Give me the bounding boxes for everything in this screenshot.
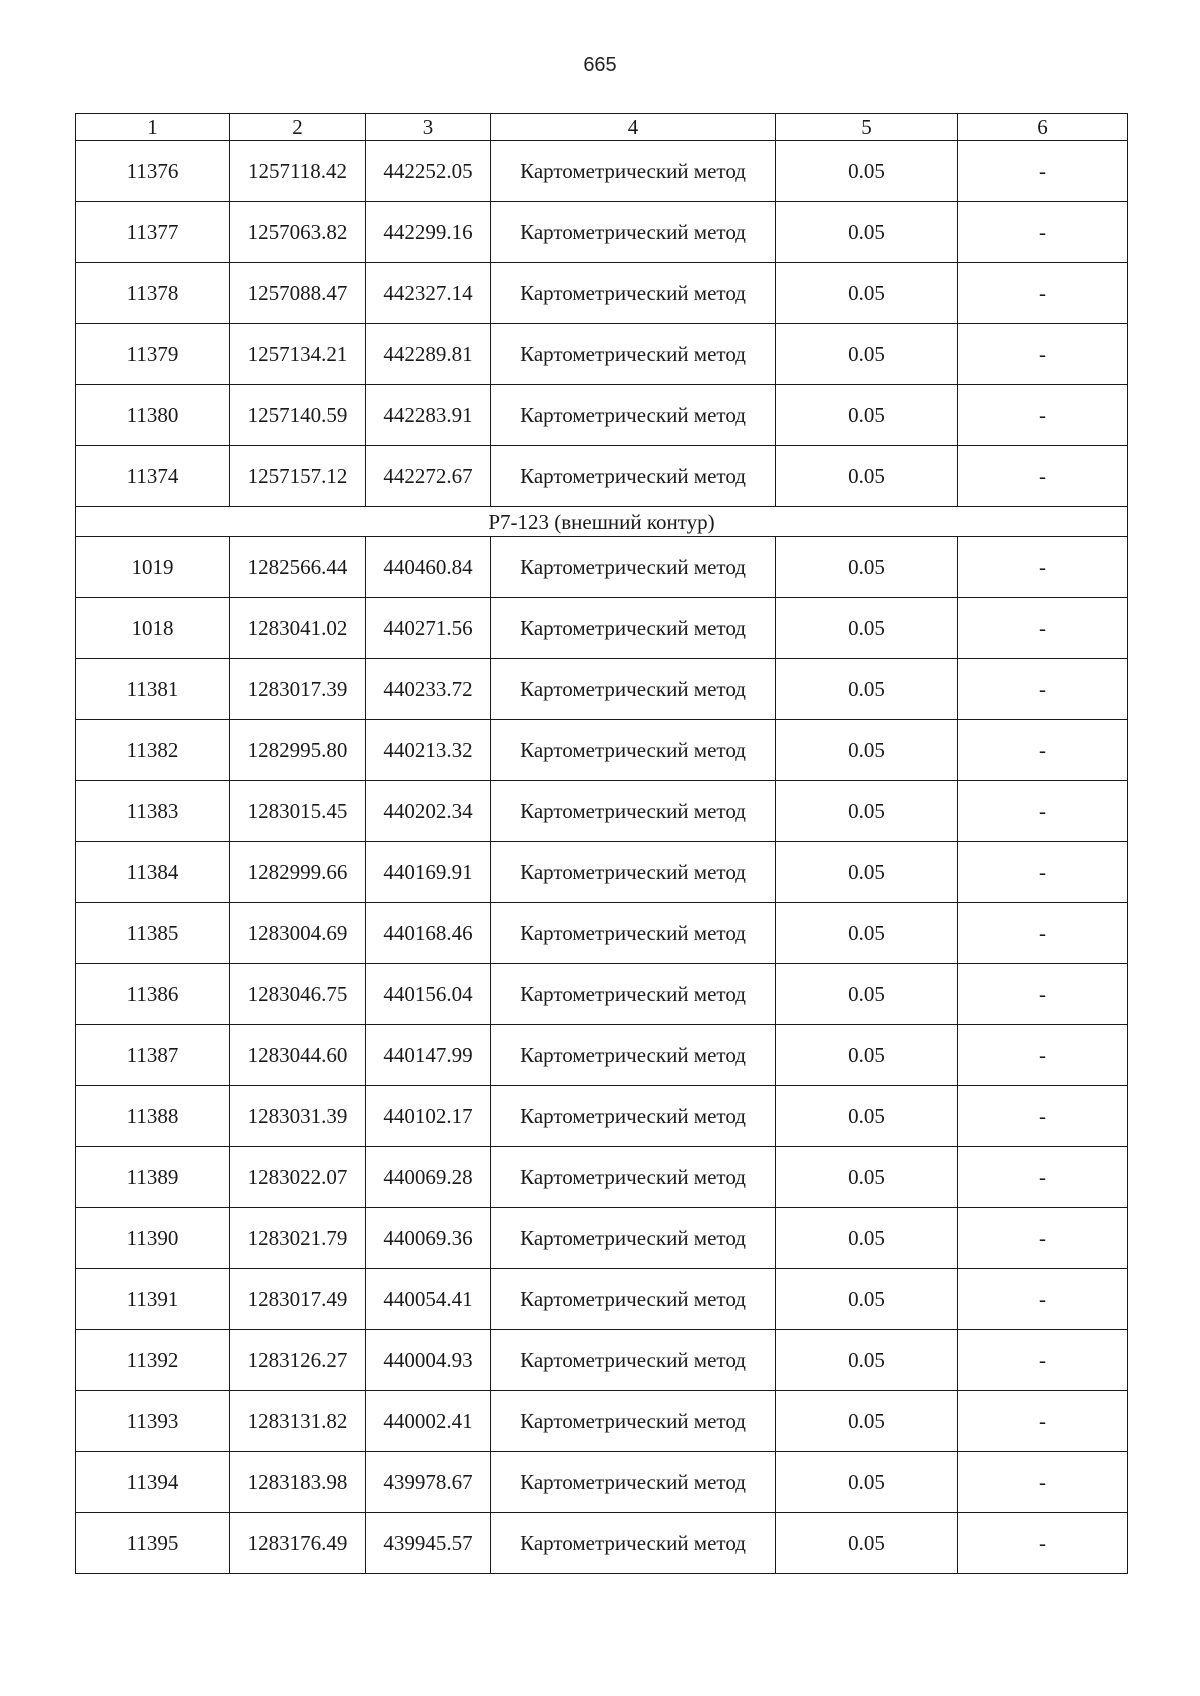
cell-point: 11389 xyxy=(76,1147,230,1208)
cell-accuracy: 0.05 xyxy=(776,598,958,659)
table-row xyxy=(76,1391,1128,1452)
cell-point: 11377 xyxy=(76,202,230,263)
header-cell-point: 1 xyxy=(76,114,230,141)
cell-x: 1283131.82 xyxy=(230,1391,366,1452)
cell-point: 1019 xyxy=(76,537,230,598)
cell-y: 439945.57 xyxy=(366,1513,491,1574)
cell-y: 440169.91 xyxy=(366,842,491,903)
cell-method: Картометрический метод xyxy=(491,1208,776,1269)
cell-point: 11381 xyxy=(76,659,230,720)
cell-x: 1283126.27 xyxy=(230,1330,366,1391)
cell-method: Картометрический метод xyxy=(491,903,776,964)
table-row xyxy=(76,1086,1128,1147)
cell-point: 1018 xyxy=(76,598,230,659)
cell-y: 442327.14 xyxy=(366,263,491,324)
cell-description: - xyxy=(958,1025,1128,1086)
cell-method: Картометрический метод xyxy=(491,1147,776,1208)
cell-accuracy: 0.05 xyxy=(776,537,958,598)
cell-accuracy: 0.05 xyxy=(776,385,958,446)
cell-x: 1283046.75 xyxy=(230,964,366,1025)
cell-x: 1257140.59 xyxy=(230,385,366,446)
cell-point: 11384 xyxy=(76,842,230,903)
cell-x: 1257063.82 xyxy=(230,202,366,263)
cell-accuracy: 0.05 xyxy=(776,903,958,964)
cell-x: 1283022.07 xyxy=(230,1147,366,1208)
cell-accuracy: 0.05 xyxy=(776,1269,958,1330)
cell-description: - xyxy=(958,1086,1128,1147)
page-number: 665 xyxy=(583,54,617,76)
cell-y: 440213.32 xyxy=(366,720,491,781)
table-row xyxy=(76,1452,1128,1513)
cell-x: 1283017.49 xyxy=(230,1269,366,1330)
table-row xyxy=(76,659,1128,720)
cell-accuracy: 0.05 xyxy=(776,1208,958,1269)
cell-accuracy: 0.05 xyxy=(776,1025,958,1086)
cell-description: - xyxy=(958,446,1128,507)
cell-accuracy: 0.05 xyxy=(776,842,958,903)
cell-point: 11395 xyxy=(76,1513,230,1574)
cell-method: Картометрический метод xyxy=(491,141,776,202)
cell-accuracy: 0.05 xyxy=(776,1086,958,1147)
cell-method: Картометрический метод xyxy=(491,964,776,1025)
cell-accuracy: 0.05 xyxy=(776,1513,958,1574)
cell-accuracy: 0.05 xyxy=(776,1391,958,1452)
cell-x: 1282566.44 xyxy=(230,537,366,598)
cell-point: 11386 xyxy=(76,964,230,1025)
table-row xyxy=(76,1208,1128,1269)
cell-description: - xyxy=(958,1452,1128,1513)
cell-x: 1282999.66 xyxy=(230,842,366,903)
cell-point: 11394 xyxy=(76,1452,230,1513)
cell-y: 442252.05 xyxy=(366,141,491,202)
header-row xyxy=(76,114,1128,141)
cell-y: 440102.17 xyxy=(366,1086,491,1147)
coordinates-table xyxy=(75,113,1128,1574)
table-row xyxy=(76,903,1128,964)
cell-y: 440460.84 xyxy=(366,537,491,598)
cell-x: 1283041.02 xyxy=(230,598,366,659)
cell-point: 11393 xyxy=(76,1391,230,1452)
cell-method: Картометрический метод xyxy=(491,1452,776,1513)
table-body xyxy=(76,114,1128,1574)
cell-accuracy: 0.05 xyxy=(776,202,958,263)
cell-point: 11387 xyxy=(76,1025,230,1086)
cell-point: 11388 xyxy=(76,1086,230,1147)
cell-x: 1257157.12 xyxy=(230,446,366,507)
table-row xyxy=(76,1147,1128,1208)
cell-x: 1257118.42 xyxy=(230,141,366,202)
cell-y: 440069.36 xyxy=(366,1208,491,1269)
cell-description: - xyxy=(958,1269,1128,1330)
cell-method: Картометрический метод xyxy=(491,1269,776,1330)
table-row xyxy=(76,598,1128,659)
section-title: Р7-123 (внешний контур) xyxy=(76,507,1128,537)
cell-description: - xyxy=(958,964,1128,1025)
cell-x: 1257134.21 xyxy=(230,324,366,385)
cell-point: 11378 xyxy=(76,263,230,324)
cell-point: 11376 xyxy=(76,141,230,202)
cell-y: 440202.34 xyxy=(366,781,491,842)
cell-point: 11382 xyxy=(76,720,230,781)
header-cell-x: 2 xyxy=(230,114,366,141)
table-row xyxy=(76,964,1128,1025)
header-cell-y: 3 xyxy=(366,114,491,141)
cell-y: 440069.28 xyxy=(366,1147,491,1208)
cell-method: Картометрический метод xyxy=(491,1330,776,1391)
cell-method: Картометрический метод xyxy=(491,659,776,720)
cell-description: - xyxy=(958,903,1128,964)
cell-x: 1283021.79 xyxy=(230,1208,366,1269)
cell-y: 442299.16 xyxy=(366,202,491,263)
cell-description: - xyxy=(958,842,1128,903)
cell-y: 442283.91 xyxy=(366,385,491,446)
cell-method: Картометрический метод xyxy=(491,720,776,781)
cell-accuracy: 0.05 xyxy=(776,1452,958,1513)
cell-method: Картометрический метод xyxy=(491,263,776,324)
cell-y: 440156.04 xyxy=(366,964,491,1025)
cell-point: 11383 xyxy=(76,781,230,842)
table-row xyxy=(76,1513,1128,1574)
cell-x: 1283044.60 xyxy=(230,1025,366,1086)
cell-y: 440271.56 xyxy=(366,598,491,659)
cell-method: Картометрический метод xyxy=(491,202,776,263)
header-cell-method: 4 xyxy=(491,114,776,141)
header-cell-description: 6 xyxy=(958,114,1128,141)
table-row xyxy=(76,385,1128,446)
cell-point: 11380 xyxy=(76,385,230,446)
table-row xyxy=(76,720,1128,781)
table-row xyxy=(76,324,1128,385)
cell-x: 1283017.39 xyxy=(230,659,366,720)
cell-x: 1282995.80 xyxy=(230,720,366,781)
section-row xyxy=(76,507,1128,537)
cell-point: 11379 xyxy=(76,324,230,385)
cell-point: 11385 xyxy=(76,903,230,964)
cell-method: Картометрический метод xyxy=(491,537,776,598)
cell-method: Картометрический метод xyxy=(491,324,776,385)
cell-x: 1283176.49 xyxy=(230,1513,366,1574)
cell-description: - xyxy=(958,385,1128,446)
cell-accuracy: 0.05 xyxy=(776,263,958,324)
cell-description: - xyxy=(958,537,1128,598)
cell-x: 1283015.45 xyxy=(230,781,366,842)
cell-accuracy: 0.05 xyxy=(776,324,958,385)
cell-method: Картометрический метод xyxy=(491,1391,776,1452)
cell-description: - xyxy=(958,598,1128,659)
cell-accuracy: 0.05 xyxy=(776,781,958,842)
cell-x: 1283031.39 xyxy=(230,1086,366,1147)
cell-point: 11374 xyxy=(76,446,230,507)
cell-x: 1283004.69 xyxy=(230,903,366,964)
cell-accuracy: 0.05 xyxy=(776,446,958,507)
table-row xyxy=(76,446,1128,507)
table-row xyxy=(76,842,1128,903)
cell-y: 440168.46 xyxy=(366,903,491,964)
table-row xyxy=(76,202,1128,263)
cell-point: 11390 xyxy=(76,1208,230,1269)
table-row xyxy=(76,1269,1128,1330)
table-row xyxy=(76,781,1128,842)
cell-description: - xyxy=(958,1147,1128,1208)
cell-method: Картометрический метод xyxy=(491,385,776,446)
cell-description: - xyxy=(958,1330,1128,1391)
cell-y: 439978.67 xyxy=(366,1452,491,1513)
cell-y: 440147.99 xyxy=(366,1025,491,1086)
cell-description: - xyxy=(958,141,1128,202)
cell-x: 1257088.47 xyxy=(230,263,366,324)
cell-method: Картометрический метод xyxy=(491,1025,776,1086)
cell-y: 440002.41 xyxy=(366,1391,491,1452)
cell-description: - xyxy=(958,1513,1128,1574)
cell-description: - xyxy=(958,324,1128,385)
cell-description: - xyxy=(958,720,1128,781)
table-row xyxy=(76,537,1128,598)
cell-description: - xyxy=(958,1208,1128,1269)
cell-accuracy: 0.05 xyxy=(776,1147,958,1208)
cell-y: 442272.67 xyxy=(366,446,491,507)
cell-description: - xyxy=(958,781,1128,842)
table-row xyxy=(76,141,1128,202)
header-cell-accuracy: 5 xyxy=(776,114,958,141)
cell-method: Картометрический метод xyxy=(491,781,776,842)
cell-description: - xyxy=(958,1391,1128,1452)
cell-method: Картометрический метод xyxy=(491,446,776,507)
cell-accuracy: 0.05 xyxy=(776,141,958,202)
table-row xyxy=(76,1330,1128,1391)
cell-description: - xyxy=(958,202,1128,263)
cell-y: 440233.72 xyxy=(366,659,491,720)
cell-method: Картометрический метод xyxy=(491,842,776,903)
cell-y: 442289.81 xyxy=(366,324,491,385)
cell-method: Картометрический метод xyxy=(491,1086,776,1147)
cell-point: 11392 xyxy=(76,1330,230,1391)
cell-point: 11391 xyxy=(76,1269,230,1330)
cell-accuracy: 0.05 xyxy=(776,964,958,1025)
cell-description: - xyxy=(958,263,1128,324)
cell-description: - xyxy=(958,659,1128,720)
cell-accuracy: 0.05 xyxy=(776,659,958,720)
table-row xyxy=(76,1025,1128,1086)
cell-accuracy: 0.05 xyxy=(776,720,958,781)
table-row xyxy=(76,263,1128,324)
cell-accuracy: 0.05 xyxy=(776,1330,958,1391)
cell-x: 1283183.98 xyxy=(230,1452,366,1513)
cell-y: 440054.41 xyxy=(366,1269,491,1330)
cell-y: 440004.93 xyxy=(366,1330,491,1391)
cell-method: Картометрический метод xyxy=(491,1513,776,1574)
cell-method: Картометрический метод xyxy=(491,598,776,659)
